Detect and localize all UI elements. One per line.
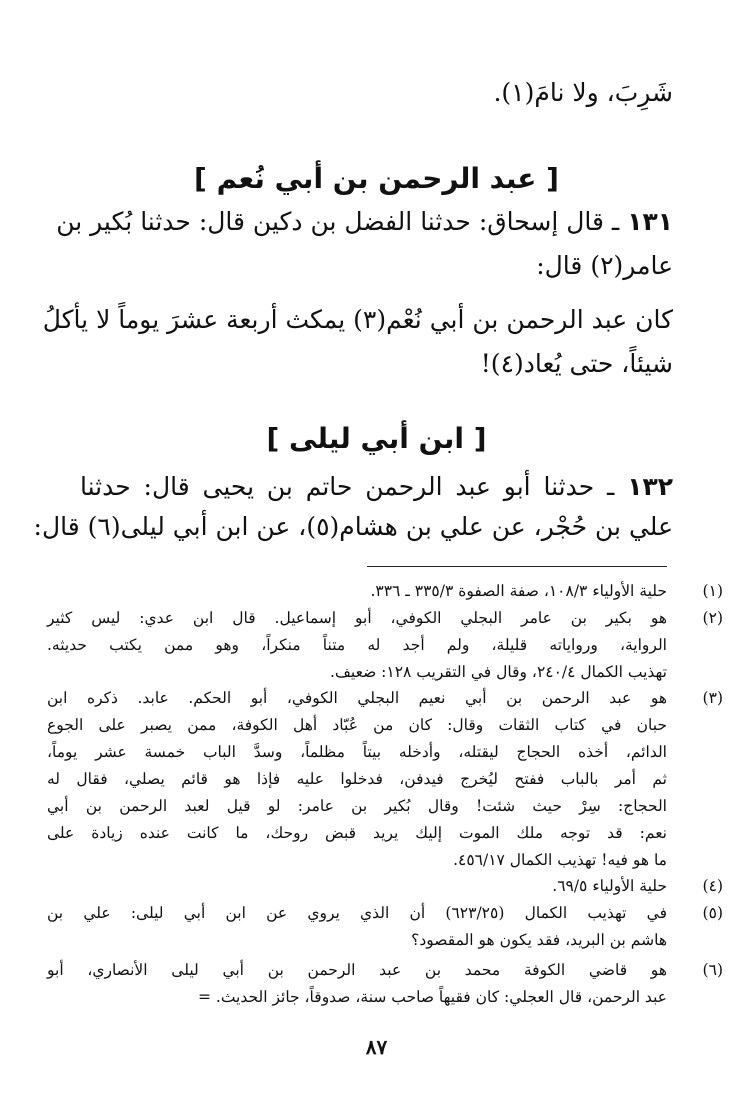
entry-131-text-line1: كان عبد الرحمن بن أبي نُعْم(٣) يمكث أربعة عشرَ يوماً لا يأكلُ xyxy=(42,305,673,334)
continuation-line: شَرِبَ، ولا نامَ(١). xyxy=(493,78,673,107)
entry-number-132: ١٣٢ xyxy=(627,472,673,501)
entry-131-text-line2: شيئاً، حتى يُعاد(٤)! xyxy=(480,349,673,378)
footnote-number: (٢) xyxy=(702,609,723,627)
entry-132-isnad-line2: علي بن حُجْر، عن علي بن هشام(٥)، عن ابن أبي ليلى(٦) قال: xyxy=(33,512,673,541)
footnote-number: (٦) xyxy=(702,961,723,979)
footnote-6: (٦) هو قاضي الكوفة محمد بن عبد الرحمن بن أبي ليلى الأنصاري، أبو عبد الرحمن، قال العجلي: كان فقيهاً صاحب سنة، صدوقاً، جائز الحديث. = xyxy=(47,957,667,1011)
section-heading-2: [ ابن أبي ليلى ] xyxy=(266,422,487,455)
footnote-2: (٢) هو بكير بن عامر البجلي الكوفي، أبو إسماعيل. قال ابن عدي: ليس كثير الرواية، ورواياته قليلة، ولم أجد له متناً منكراً، وهو ممن يكتب حديثه. تهذيب الكمال ٢٤٠/٤، وقال في التقريب ١٢٨: ضعيف. xyxy=(47,605,667,686)
footnote-5: (٥) في تهذيب الكمال (٦٢٣/٢٥) أن الذي يروي عن ابن أبي ليلى: علي بن هاشم بن البريد، فقد يكون هو المقصود؟ xyxy=(47,900,667,954)
page-number: ٨٧ xyxy=(365,1035,388,1059)
section-heading-1: [ عبد الرحمن بن أبي نُعم ] xyxy=(194,162,559,195)
footnote-4: (٤) حلية الأولياء ٦٩/٥. xyxy=(47,873,667,900)
entry-132-isnad-line1: ١٣٢ ـ حدثنا أبو عبد الرحمن حاتم بن يحيى قال: حدثنا xyxy=(80,472,673,501)
footnote-separator xyxy=(367,566,667,567)
footnote-number: (٥) xyxy=(702,904,723,922)
footnote-number: (١) xyxy=(702,582,723,600)
entry-number-131: ١٣١ xyxy=(627,207,673,236)
footnote-number: (٣) xyxy=(702,689,723,707)
footnote-1: (١) حلية الأولياء ١٠٨/٣، صفة الصفوة ٣٣٥/٣ ـ ٣٣٦. xyxy=(47,578,667,605)
entry-131-isnad-line2: عامر(٢) قال: xyxy=(536,251,673,280)
footnote-number: (٤) xyxy=(702,877,723,895)
entry-131-isnad-line1: ١٣١ ـ قال إسحاق: حدثنا الفضل بن دكين قال: حدثنا بُكير بن xyxy=(56,207,673,236)
footnote-3: (٣) هو عبد الرحمن بن أبي نعيم البجلي الكوفي، أبو الحكم. عابد. ذكره ابن حبان في كتاب الثقات وقال: كان من عُبّاد أهل الكوفة، ممن يصبر على الجوع الدائم، أخذه الحجاج ليقتله، وأدخله بيتاً مظلماً، وسدَّ الباب خمسة عشر يوماً، ثم أمر بالباب ففتح ليُخرج فيدفن، فدخلوا عليه فإذا هو قائم يصلي، فقال له الحجاج: سِرْ حيث شئت! وقال بُكير بن عامر: لو قيل لعبد الرحمن بن أبي نعم: قد توجه ملك الموت إليك يريد قبض روحك، ما كانت عنده زيادة على ما هو فيه! تهذيب الكمال ٤٥٦/١٧. xyxy=(47,685,667,874)
